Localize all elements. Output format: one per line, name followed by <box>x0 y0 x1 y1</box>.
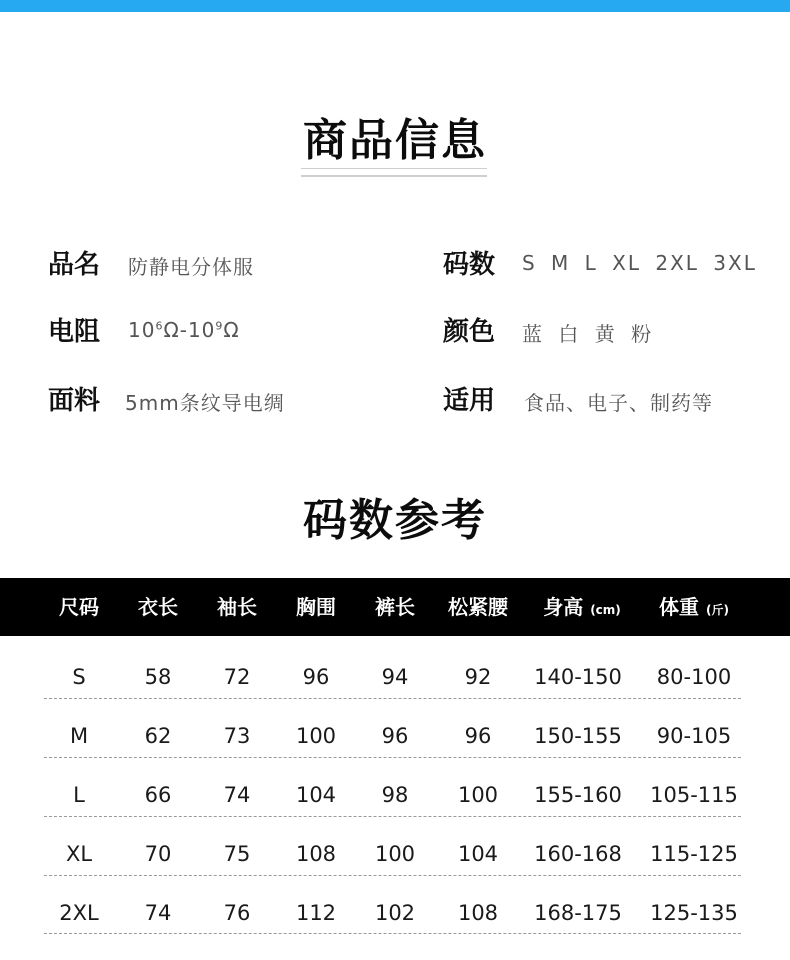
size-value: S M L XL 2XL 3XL <box>522 251 757 275</box>
cell-size: 2XL <box>59 901 99 925</box>
resistance-label: 电阻 <box>48 317 101 347</box>
cell-length: 62 <box>144 724 172 748</box>
cell-size: S <box>72 665 86 689</box>
size-table-header <box>0 578 790 636</box>
cell-sleeve: 72 <box>223 665 251 689</box>
header-pants-length: 裤长 <box>375 595 415 619</box>
header-height: 身高 (cm) <box>543 595 621 619</box>
cell-elastic-waist: 108 <box>457 901 499 925</box>
cell-height: 150-155 <box>534 724 622 748</box>
title-divider-top <box>301 168 487 169</box>
header-sleeve: 袖长 <box>217 595 257 619</box>
cell-pants-length: 96 <box>381 724 409 748</box>
fabric-label: 面料 <box>48 386 101 416</box>
cell-chest: 112 <box>295 901 337 925</box>
cell-sleeve: 74 <box>223 783 251 807</box>
cell-height: 160-168 <box>534 842 622 866</box>
cell-sleeve: 76 <box>223 901 251 925</box>
cell-size: XL <box>65 842 93 866</box>
cell-pants-length: 98 <box>381 783 409 807</box>
cell-weight: 80-100 <box>656 665 732 689</box>
cell-weight: 90-105 <box>656 724 732 748</box>
size-label: 码数 <box>443 250 496 280</box>
header-weight: 体重 (斤) <box>659 595 729 619</box>
cell-chest: 100 <box>295 724 337 748</box>
cell-length: 58 <box>144 665 172 689</box>
cell-weight: 115-125 <box>650 842 738 866</box>
cell-height: 155-160 <box>534 783 622 807</box>
cell-weight: 125-135 <box>650 901 738 925</box>
cell-size: M <box>69 724 89 748</box>
cell-length: 70 <box>144 842 172 866</box>
cell-length: 74 <box>144 901 172 925</box>
row-divider <box>44 816 741 817</box>
cell-chest: 108 <box>295 842 337 866</box>
header-elastic-waist: 松紧腰 <box>448 595 508 619</box>
cell-length: 66 <box>144 783 172 807</box>
cell-height: 140-150 <box>534 665 622 689</box>
cell-elastic-waist: 92 <box>464 665 492 689</box>
color-label: 颜色 <box>443 317 496 347</box>
cell-chest: 104 <box>295 783 337 807</box>
resistance-value: $10^6\Omega-10^9\Omega$ <box>128 318 240 342</box>
cell-weight: 105-115 <box>650 783 738 807</box>
row-divider <box>44 757 741 758</box>
product-name-value: 防静电分体服 <box>128 255 254 279</box>
row-divider <box>44 933 741 934</box>
cell-sleeve: 75 <box>223 842 251 866</box>
title-divider-bottom <box>301 175 487 177</box>
usage-label: 适用 <box>443 386 496 416</box>
section-title-size-chart: 码数参考 <box>303 495 487 546</box>
table-row <box>0 884 790 943</box>
cell-pants-length: 94 <box>381 665 409 689</box>
row-divider <box>44 875 741 876</box>
color-value: 蓝 白 黄 粉 <box>522 322 654 346</box>
cell-elastic-waist: 104 <box>457 842 499 866</box>
row-divider <box>44 698 741 699</box>
header-chest: 胸围 <box>296 595 336 619</box>
section-title-product-info: 商品信息 <box>303 115 487 166</box>
cell-elastic-waist: 96 <box>464 724 492 748</box>
fabric-value: 5mm条纹导电绸 <box>125 391 285 415</box>
cell-size: L <box>73 783 85 807</box>
cell-elastic-waist: 100 <box>457 783 499 807</box>
cell-chest: 96 <box>302 665 330 689</box>
product-name-label: 品名 <box>48 250 101 280</box>
cell-sleeve: 73 <box>223 724 251 748</box>
cell-pants-length: 100 <box>374 842 416 866</box>
usage-value: 食品、电子、制药等 <box>524 391 713 415</box>
cell-height: 168-175 <box>534 901 622 925</box>
header-length: 衣长 <box>138 595 178 619</box>
header-size: 尺码 <box>59 595 99 619</box>
top-accent-bar <box>0 0 790 12</box>
cell-pants-length: 102 <box>374 901 416 925</box>
